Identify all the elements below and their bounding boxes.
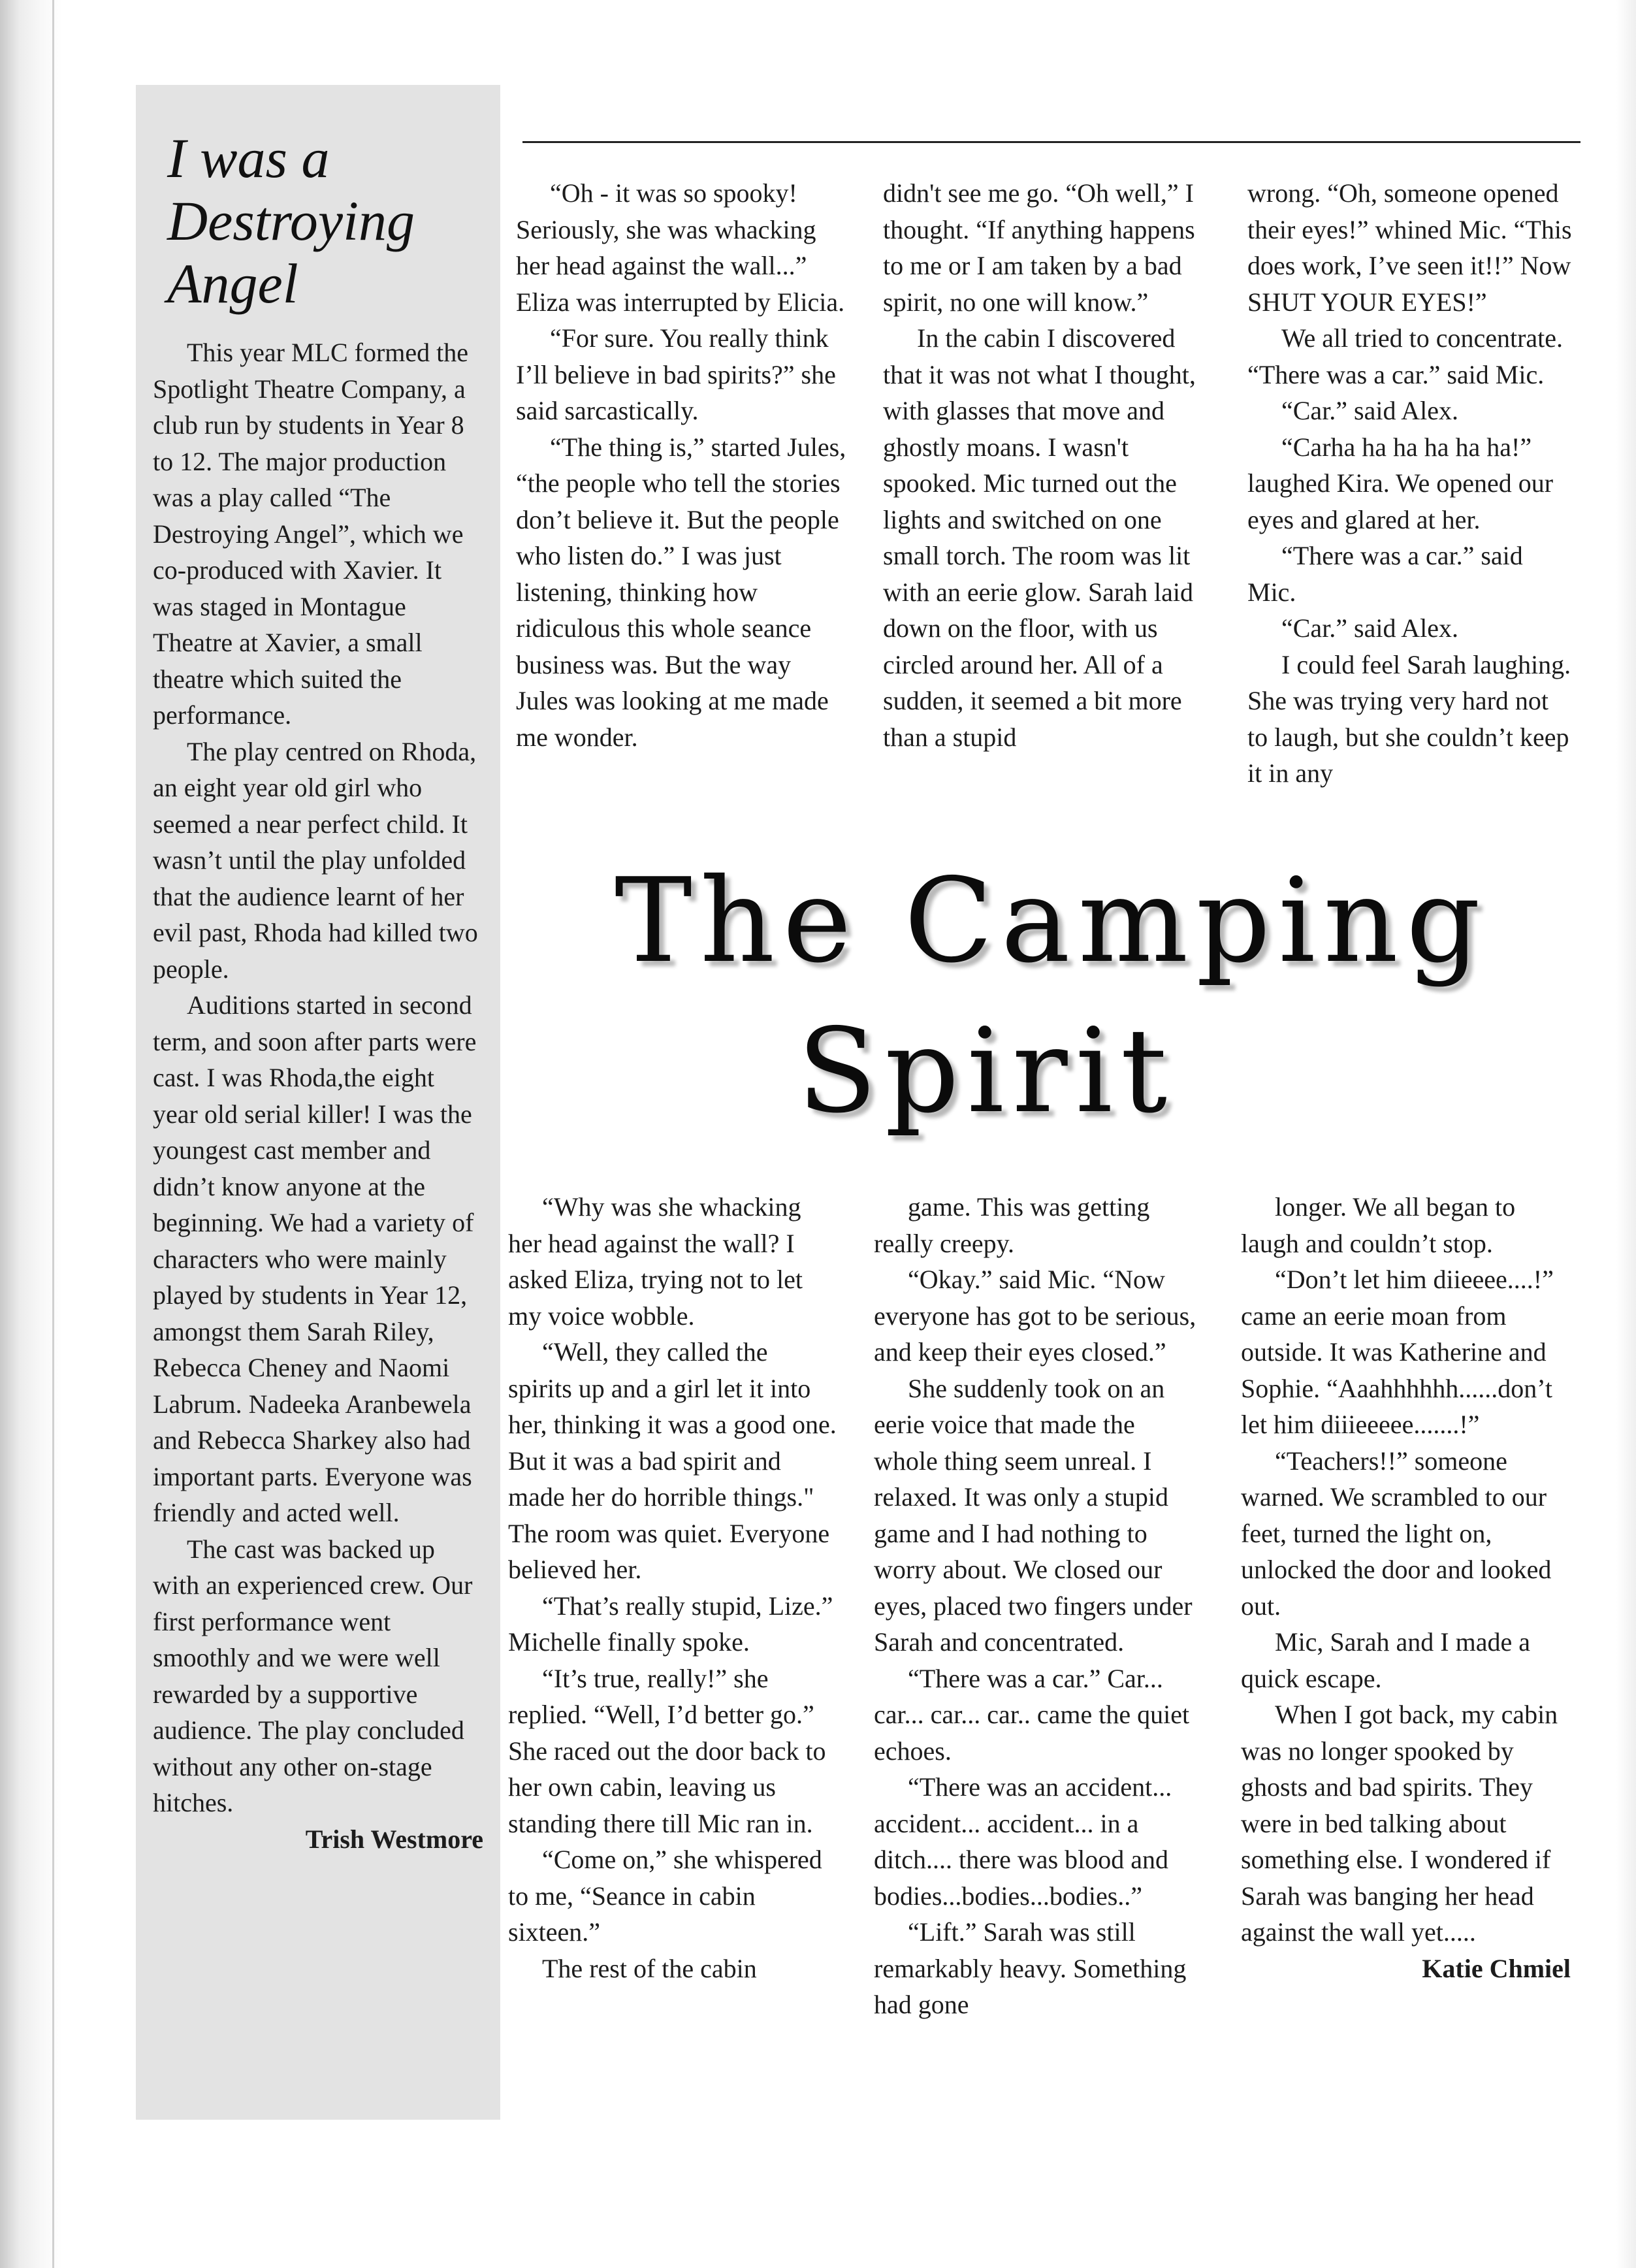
top-rule xyxy=(522,141,1580,143)
article-headline-line-2: Spirit xyxy=(797,1003,1176,1139)
article-paragraph: “Why was she whacking her head against the wall? I asked Eliza, trying not to let my voice wobble. xyxy=(508,1192,803,1331)
article-column-top-1 xyxy=(516,175,849,755)
sidebar-paragraph: The cast was backed up with an experienced crew. Our first performance went smoothly and we were well rewarded by a supportive audience. The play concluded without any other on-stage hitches. xyxy=(153,1534,473,1817)
article-paragraph: game. This was getting really creepy. xyxy=(874,1192,1150,1258)
article-paragraph: “Car.” said Alex. xyxy=(1281,396,1459,425)
article-paragraph: “There was a car.” said Mic. xyxy=(1247,541,1523,607)
article-column-top-3 xyxy=(1247,175,1574,792)
article-paragraph: “For sure. You really think I’ll believe in bad spirits?” she said sarcastically. xyxy=(516,323,836,425)
binding-line xyxy=(52,0,54,2268)
article-paragraph: We all tried to concentrate. “There was a car.” said Mic. xyxy=(1247,323,1564,389)
article-paragraph: “Carha ha ha ha ha ha!” laughed Kira. We opened our eyes and glared at her. xyxy=(1247,432,1554,534)
sidebar-paragraph: Auditions started in second term, and soon after parts were cast. I was Rhoda,the eight year old serial killer! I was the youngest cast member and didn’t know anyone at the beginning. We had a variety of characters who were mainly played by students in Year 12, amongst them Sarah Riley, Rebecca Cheney and Naomi Labrum. Nadeeka Aranbewela and Rebecca Sharkey also had important parts. Everyone was friendly and acted well. xyxy=(153,990,477,1527)
article-paragraph: “Car.” said Alex. xyxy=(1281,613,1459,643)
sidebar-paragraph: The play centred on Rhoda, an eight year old girl who seemed a near perfect child. It wasn’t until the play unfolded that the audience learnt of her evil past, Rhoda had killed two people. xyxy=(153,736,478,984)
article-paragraph: wrong. “Oh, someone opened their eyes!” whined Mic. “This does work, I’ve seen it!!” Now SHUT YOUR EYES!” xyxy=(1247,178,1572,317)
article-paragraph: “Come on,” she whispered to me, “Seance in cabin sixteen.” xyxy=(508,1845,822,1947)
article-paragraph: longer. We all began to laugh and couldn’t stop. xyxy=(1241,1192,1516,1258)
article-paragraph: She suddenly took on an eerie voice that made the whole thing seem unreal. I relaxed. It was only a stupid game and I had nothing to worry about. We closed our eyes, placed two fingers under Sarah and concentrated. xyxy=(874,1373,1193,1657)
article-paragraph: “Lift.” Sarah was still remarkably heavy. Something had gone xyxy=(874,1917,1187,2019)
sidebar-title: I was a Destroying Angel xyxy=(167,127,415,315)
article-paragraph: “The thing is,” started Jules, “the people who tell the stories don’t believe it. But the people who listen do.” I was just listening, thinking how ridiculous this whole seance business was. But the way Jules was looking at me made me wonder. xyxy=(516,432,846,752)
article-paragraph: “There was an accident... accident... accident... in a ditch.... there was blood and bodies...bodies...bodies..” xyxy=(874,1772,1172,1911)
article-paragraph: “Well, they called the spirits up and a girl let it into her, thinking it was a good one. But it was a bad spirit and made her do horrible things." The room was quiet. Everyone believed her. xyxy=(508,1337,837,1584)
article-column-bottom-2 xyxy=(874,1189,1204,2023)
sidebar-byline: Trish Westmore xyxy=(305,1824,483,1854)
article-paragraph: The rest of the cabin xyxy=(542,1953,757,1983)
sidebar-paragraph: This year MLC formed the Spotlight Theatre Company, a club run by students in Year 8 to 12. The major production was a play called “The Destroying Angel”, which we co-produced with Xavier. It was staged in Montague Theatre at Xavier, a small theatre which suited the performance. xyxy=(153,338,468,730)
article-column-bottom-3 xyxy=(1241,1189,1571,1986)
page-edge-shadow xyxy=(1616,0,1636,2268)
article-paragraph: didn't see me go. “Oh well,” I thought. “If anything happens to me or I am taken by a bad spirit, no one will know.” xyxy=(883,178,1195,317)
article-paragraph: “It’s true, really!” she replied. “Well, I’d better go.” She raced out the door back to her own cabin, leaving us standing there till Mic ran in. xyxy=(508,1663,826,1838)
article-paragraph: “Oh - it was so spooky! Seriously, she was whacking her head against the wall...” Eliza was interrupted by Elicia. xyxy=(516,178,845,317)
article-byline: Katie Chmiel xyxy=(1422,1953,1571,1983)
sidebar-article xyxy=(136,85,500,2120)
article-paragraph: “Don’t let him diieeee....!” came an eerie moan from outside. It was Katherine and Sophie. “Aaahhhhhh......don’t let him diiieeeee.......!” xyxy=(1241,1265,1554,1439)
article-paragraph: “Teachers!!” someone warned. We scrambled to our feet, turned the light on, unlocked the door and looked out. xyxy=(1241,1446,1552,1621)
article-paragraph: When I got back, my cabin was no longer spooked by ghosts and bad spirits. They were in bed talking about something else. I wondered if Sarah was banging her head against the wall yet..... xyxy=(1241,1700,1558,1947)
article-paragraph: “There was a car.” Car... car... car... car.. came the quiet echoes. xyxy=(874,1663,1190,1766)
article-paragraph: “That’s really stupid, Lize.” Michelle finally spoke. xyxy=(508,1591,833,1657)
article-headline-line-1: The Camping xyxy=(615,853,1488,988)
sidebar-body xyxy=(153,334,483,1857)
article-paragraph: I could feel Sarah laughing. She was trying very hard not to laugh, but she couldn’t keep it in any xyxy=(1247,649,1571,788)
article-column-top-2 xyxy=(883,175,1210,755)
article-paragraph: “Okay.” said Mic. “Now everyone has got to be serious, and keep their eyes closed.” xyxy=(874,1265,1196,1367)
article-paragraph: In the cabin I discovered that it was not what I thought, with glasses that move and ghostly moans. I wasn't spooked. Mic turned out the lights and switched on one small torch. The room was lit with an eerie glow. Sarah laid down on the floor, with us circled around her. All of a sudden, it seemed a bit more than a stupid xyxy=(883,323,1196,752)
article-paragraph: Mic, Sarah and I made a quick escape. xyxy=(1241,1627,1530,1693)
article-column-bottom-1 xyxy=(508,1189,838,1986)
